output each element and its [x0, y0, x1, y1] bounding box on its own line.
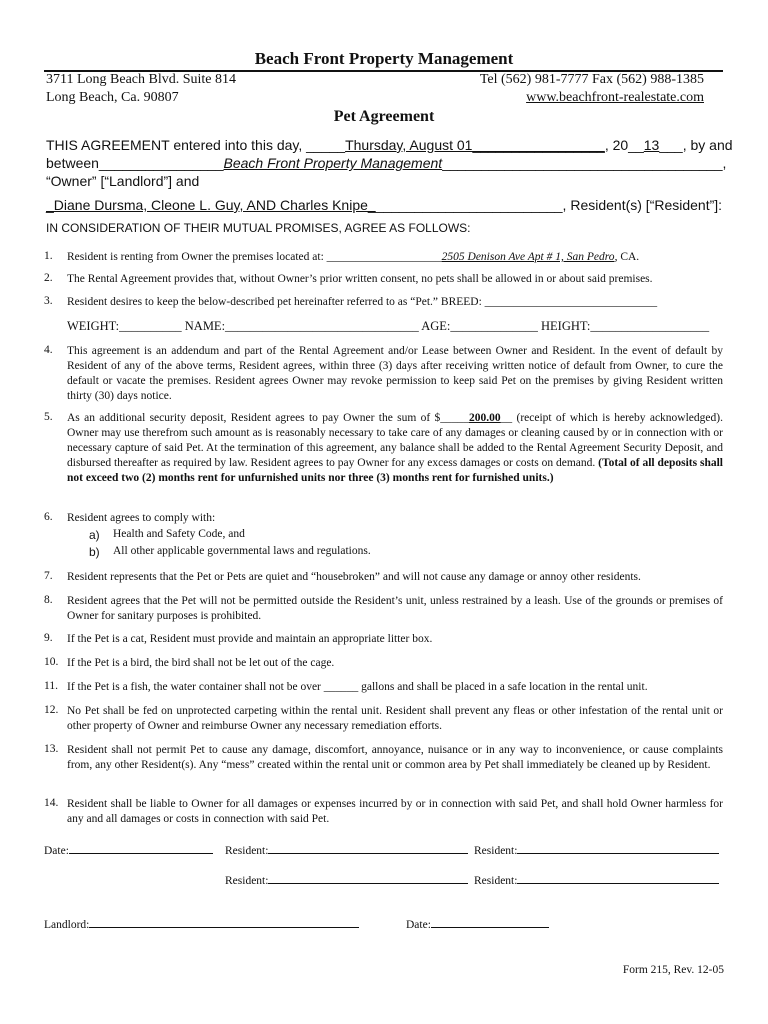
resident-signature-line-3[interactable]	[268, 872, 468, 884]
clause-7: Resident represents that the Pet or Pets are quiet and “housebroken” and will not cause any damage or annoy other residents.	[67, 571, 641, 583]
resident-signature-1-row	[225, 842, 468, 857]
item-number-4: 4.	[44, 344, 53, 356]
date-signature-line[interactable]	[69, 842, 213, 854]
resident-label-3: Resident:	[225, 875, 269, 887]
address-line-1: 3711 Long Beach Blvd. Suite 814	[46, 72, 237, 87]
item-number-8: 8.	[44, 594, 53, 606]
clause-6: Resident agrees to comply with:	[67, 512, 216, 524]
item-number-5: 5.	[44, 411, 53, 423]
landlord-label: Landlord:	[44, 919, 90, 931]
clause-10: If the Pet is a bird, the bird shall not be let out of the cage.	[67, 657, 335, 669]
landlord-date-line[interactable]	[431, 916, 549, 928]
landlord-date-row	[406, 916, 549, 931]
form-number: Form 215, Rev. 12-05	[622, 964, 724, 976]
page-title: Pet Agreement	[333, 108, 435, 125]
item-number-13: 13.	[44, 743, 59, 755]
item-number-11: 11.	[44, 680, 58, 692]
intro-line-4	[46, 197, 722, 213]
clause-5	[67, 411, 723, 486]
clause-14: Resident shall be liable to Owner for all damages or expenses incurred by or in connection with said Pet, and shall hold Owner harmless for any and all damages or costs in connection with said Pet.	[67, 798, 723, 825]
deposit-amount-field[interactable]: 200.00	[469, 412, 501, 424]
resident-label-1: Resident:	[225, 845, 269, 857]
clause-6a-label: a)	[89, 528, 100, 542]
item-number-7: 7.	[44, 570, 53, 582]
clause-2: The Rental Agreement provides that, without Owner’s prior written consent, no pets shall be allowed in or about said premises.	[67, 273, 653, 285]
resident-label-2: Resident:	[474, 845, 518, 857]
item-number-1: 1.	[44, 250, 53, 262]
clause-4: This agreement is an addendum and part of the Rental Agreement and/or Lease between Owner and Resident. In the event of default by Resident of any of the above terms, Resident agrees, within three (3) days after receiving written notice of default from Owner, to cure the default or vacate the premises. Resident agrees Owner may revoke permission to keep said Pet on the premises by giving Resident written thirty (30) days notice.	[67, 345, 723, 402]
item-number-2: 2.	[44, 272, 53, 284]
between-suffix: ____________________________________,	[442, 155, 727, 171]
clause-6b: All other applicable governmental laws and regulations.	[113, 545, 371, 557]
address-line-2: Long Beach, Ca. 90807	[46, 90, 179, 105]
clause-6a: Health and Safety Code, and	[113, 528, 245, 540]
clause-11: If the Pet is a fish, the water container shall not be over ______ gallons and shall be placed in a safe location in the rental unit.	[67, 681, 648, 693]
clause-5-start: As an additional security deposit, Resident agrees to pay Owner the sum of $_____	[67, 412, 470, 424]
resident-signature-line-1[interactable]	[268, 842, 468, 854]
pet-breed-field[interactable]: Resident desires to keep the below-described pet hereinafter referred to as “Pet.” BREED: ______________________________	[67, 296, 658, 308]
clause-5-text: __ (receipt of which is hereby acknowledged). Owner may use therefrom such amount as is reasonably necessary to take care of any damages or cleaning caused by or in connection with or necessary capture of said Pet. At the termination of this agreement, any balance shall be added to the Rental Agreement Security Deposit, and disbursed thereafter as required by law. Resident agrees to pay Owner for any excess damages or costs on demand.	[67, 412, 723, 469]
clause-9: If the Pet is a cat, Resident must provide and maintain an appropriate litter box.	[67, 633, 433, 645]
intro-line-2	[46, 155, 726, 171]
date-label: Date:	[44, 845, 69, 857]
item-number-9: 9.	[44, 632, 53, 644]
clause-5-deposit-limit: (Total of all deposits shall not exceed two (2) months rent for unfurnished units nor three (3) months rent for furnished units.)	[67, 457, 723, 484]
item-number-3: 3.	[44, 295, 53, 307]
clause-1-tail: , CA.	[614, 251, 640, 263]
owner-name-field[interactable]: Beach Front Property Management	[223, 155, 443, 171]
intro-line-1	[46, 137, 733, 153]
consideration-heading: IN CONSIDERATION OF THEIR MUTUAL PROMISES, AGREE AS FOLLOWS:	[46, 221, 471, 235]
website-link[interactable]: www.beachfront-realestate.com	[526, 90, 704, 105]
agreement-year-field[interactable]: 13	[643, 137, 660, 153]
residents-suffix: ________________________, Resident(s) [“Resident”]:	[375, 197, 723, 213]
resident-signature-4-row	[474, 872, 719, 887]
resident-signature-3-row	[225, 872, 468, 887]
clause-13: Resident shall not permit Pet to cause any damage, discomfort, annoyance, nuisance or in any way to inconvenience, or cause complaints from, any other Resident(s). Any “mess” created within the rental unit or common area by Pet shall immediately be cleaned up by Resident.	[67, 744, 723, 771]
premises-address-field[interactable]: 2505 Denison Ave Apt # 1, San Pedro	[441, 251, 615, 263]
resident-signature-line-2[interactable]	[517, 842, 719, 854]
resident-signature-line-4[interactable]	[517, 872, 719, 884]
landlord-signature-line[interactable]	[89, 916, 359, 928]
residents-names-field[interactable]: _Diane Dursma, Cleone L. Guy, AND Charles Knipe_	[46, 197, 376, 213]
clause-12: No Pet shall be fed on unprotected carpeting within the rental unit. Resident shall prevent any fleas or other infestation of the rental unit or other property of Owner and reimburse Owner any necessary remediation efforts.	[67, 705, 723, 732]
landlord-date-label: Date:	[406, 919, 431, 931]
item-number-14: 14.	[44, 797, 59, 809]
agreement-date-field[interactable]: Thursday, August 01_________________	[345, 137, 605, 153]
clause-1	[67, 250, 723, 265]
resident-label-4: Resident:	[474, 875, 518, 887]
intro-suffix: ___, by and	[659, 137, 733, 153]
item-number-6: 6.	[44, 511, 53, 523]
resident-signature-2-row	[474, 842, 719, 857]
item-number-10: 10.	[44, 656, 59, 668]
clause-8: Resident agrees that the Pet will not be permitted outside the Resident’s unit, unless restrained by a leash. Use of the grounds or premises of Owner for sanitary purposes is prohibited.	[67, 595, 723, 622]
between-prefix: between________________	[46, 155, 224, 171]
clause-6b-label: b)	[89, 545, 100, 559]
pet-details-fields[interactable]: WEIGHT:__________ NAME:_______________________________ AGE:______________ HEIGHT:___________________	[67, 319, 710, 333]
landlord-signature-row	[44, 916, 359, 931]
owner-landlord-label: “Owner” [“Landlord”] and	[46, 173, 200, 189]
phone-fax: Tel (562) 981-7777 Fax (562) 988-1385	[479, 72, 704, 87]
clause-1-text: Resident is renting from Owner the premises located at: ____________________	[67, 251, 442, 263]
date-signature-row	[44, 842, 213, 857]
intro-prefix: THIS AGREEMENT entered into this day, _____	[46, 137, 346, 153]
year-prefix: , 20__	[604, 137, 644, 153]
company-name: Beach Front Property Management	[254, 49, 514, 68]
item-number-12: 12.	[44, 704, 59, 716]
